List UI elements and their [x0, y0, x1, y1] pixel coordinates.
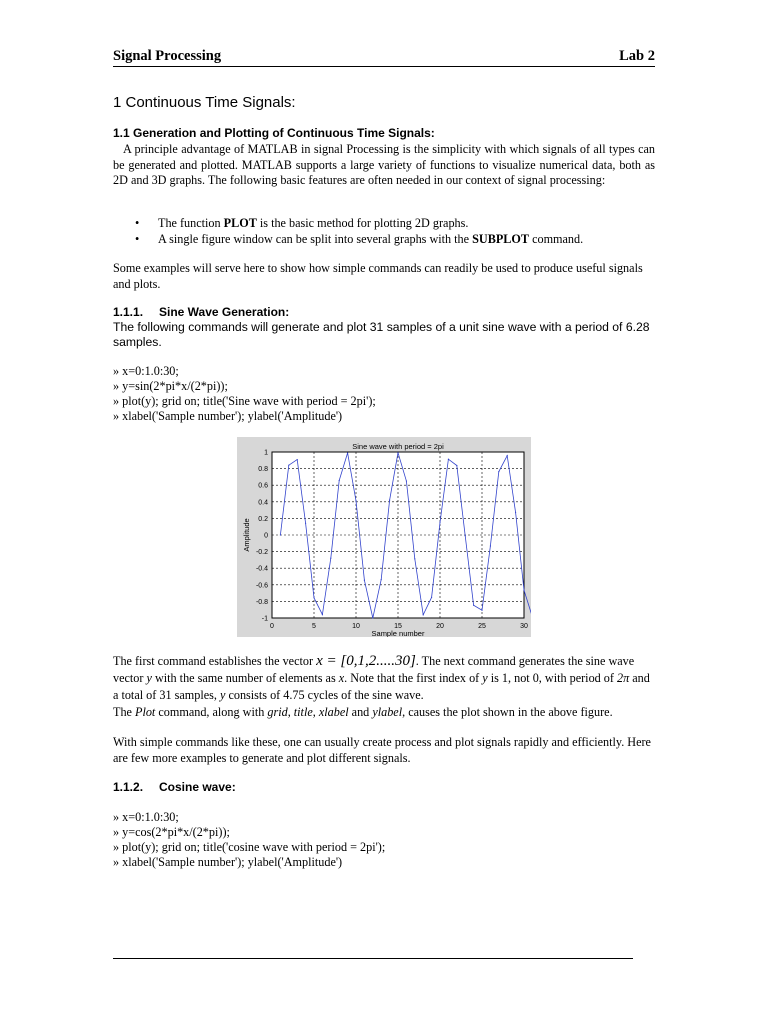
data-point	[507, 455, 508, 456]
explanation-paragraph: The first command establishes the vector x = [0,1,2.....30]. The next command generates the sine wave vector y with the same number of elements as x. Note that the first index of y is 1, not 0, with period of 2π and a total of 31 samples, y consists of 4.75 cycles of the sine wave. The Plot command, along with grid, title, xlabel and ylabel, causes the plot shown in the above figure.	[113, 653, 650, 719]
intro-paragraph: A principle advantage of MATLAB in signal Processing is the simplicity with which signals of all types can be generated and plotted. MATLAB supports a large variety of functions to visualize numerical data, both as 2D and 3D graphs. The following basic features are often needed in our context of signal processing:	[113, 142, 655, 187]
y-tick-label: 0.8	[258, 466, 268, 474]
x-tick-label: 25	[478, 623, 486, 630]
header-lab-number: Lab 2	[619, 48, 655, 64]
code-line: » plot(y); grid on; title('Sine wave with period = 2pi');	[113, 394, 376, 408]
data-point	[456, 465, 457, 466]
data-point	[523, 590, 524, 591]
code-line: » y=cos(2*pi*x/(2*pi));	[113, 825, 230, 839]
data-point	[414, 558, 415, 559]
data-point	[481, 610, 482, 611]
data-point	[473, 605, 474, 606]
footer-rule	[113, 958, 633, 959]
examples-paragraph: Some examples will serve here to show how simple commands can readily be used to produce useful signals and plots.	[113, 261, 643, 291]
data-point	[381, 579, 382, 580]
page-header	[113, 48, 655, 67]
list-item: • A single figure window can be split into several graphs with the SUBPLOT command.	[113, 231, 655, 247]
y-tick-label: -0.4	[255, 565, 268, 573]
sine-description: The following commands will generate and plot 31 samples of a unit sine wave with a period of 6.28 samples.	[113, 320, 650, 349]
data-point	[330, 558, 331, 559]
y-tick-label: -1	[261, 615, 268, 623]
x-tick-label: 20	[436, 623, 444, 630]
data-point	[372, 617, 373, 618]
header-course-title: Signal Processing	[113, 48, 222, 64]
list-item: • The function PLOT is the basic method for plotting 2D graphs.	[113, 215, 655, 231]
data-point	[313, 597, 314, 598]
data-point	[515, 512, 516, 513]
simple-commands-paragraph: With simple commands like these, one can usually create process and plot signals rapidly and efficiently. Here are few more examples to generate and plot different signals.	[113, 735, 651, 765]
data-point	[465, 535, 466, 536]
feature-list	[113, 215, 655, 247]
data-point	[305, 523, 306, 524]
code-line: » xlabel('Sample number'); ylabel('Amplitude')	[113, 409, 343, 423]
chart-title: Sine wave with period = 2pi	[352, 442, 444, 451]
data-point	[297, 459, 298, 460]
data-point	[355, 500, 356, 501]
data-point	[339, 480, 340, 481]
sine-chart	[237, 437, 531, 637]
x-tick-label: 5	[312, 623, 316, 630]
y-tick-label: -0.2	[255, 549, 268, 557]
data-point	[490, 545, 491, 546]
section-heading: 1 Continuous Time Signals:	[113, 94, 296, 111]
data-point	[498, 471, 499, 472]
x-tick-label: 0	[270, 623, 274, 630]
data-point	[431, 597, 432, 598]
data-point	[406, 480, 407, 481]
y-tick-label: 1	[264, 449, 268, 457]
sine-code-block	[113, 364, 376, 424]
code-line: » xlabel('Sample number'); ylabel('Amplitude')	[113, 855, 343, 869]
x-tick-label: 30	[520, 623, 528, 630]
cosine-heading: 1.1.2. Cosine wave:	[113, 780, 236, 794]
code-line: » y=sin(2*pi*x/(2*pi));	[113, 379, 228, 393]
code-line: » plot(y); grid on; title('cosine wave with period = 2pi');	[113, 840, 386, 854]
data-point	[280, 534, 281, 535]
data-point	[364, 580, 365, 581]
data-point	[322, 614, 323, 615]
data-point	[288, 465, 289, 466]
data-point	[439, 522, 440, 523]
y-tick-label: -0.6	[255, 582, 268, 590]
code-line: » x=0:1.0:30;	[113, 810, 179, 824]
y-axis-label: Amplitude	[242, 518, 251, 552]
x-tick-label: 15	[394, 623, 402, 630]
data-point	[423, 614, 424, 615]
x-axis-label: Sample number	[371, 629, 425, 637]
data-point	[389, 500, 390, 501]
data-point	[448, 459, 449, 460]
y-tick-label: 0.6	[258, 482, 268, 490]
cosine-code-block	[113, 810, 385, 870]
x-tick-label: 10	[352, 623, 360, 630]
data-point	[347, 452, 348, 453]
y-tick-label: 0	[264, 532, 268, 540]
y-tick-label: 0.2	[258, 515, 268, 523]
subsection-heading: 1.1 Generation and Plotting of Continuous Time Signals:	[113, 126, 435, 140]
sine-heading: 1.1.1. Sine Wave Generation:	[113, 305, 290, 319]
code-line: » x=0:1.0:30;	[113, 364, 179, 378]
data-point	[397, 452, 398, 453]
y-tick-label: -0.8	[255, 598, 268, 606]
sine-figure	[237, 437, 531, 637]
y-tick-label: 0.4	[258, 499, 268, 507]
